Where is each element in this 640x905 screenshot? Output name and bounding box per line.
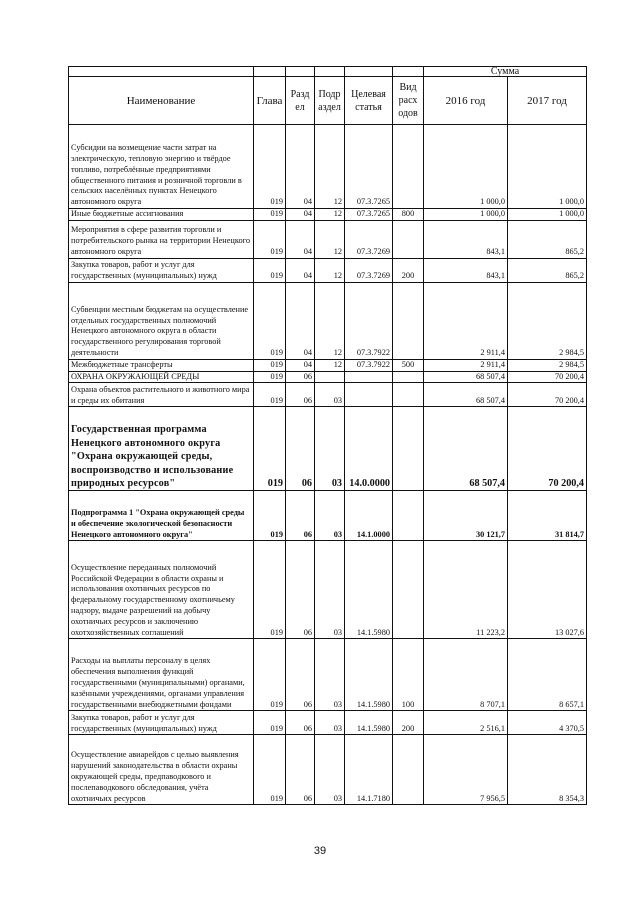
row-podrazdel: 03 xyxy=(315,491,345,541)
header-blank xyxy=(69,67,254,77)
row-name: Осуществление переданных полномочий Российской Федерации в области охраны и использования охотничьих ресурсов по федеральному государственному охотничьему надзору, выдаче разрешений на добычу охотничьих ресурсов и заключению охотхозяйственных соглашений xyxy=(69,541,254,639)
row-vid: 200 xyxy=(393,711,424,735)
row-vid xyxy=(393,541,424,639)
table-row xyxy=(69,383,587,407)
row-2016: 1 000,0 xyxy=(424,125,508,209)
row-vid xyxy=(393,371,424,383)
row-celevaya: 14.1.5980 xyxy=(345,711,393,735)
row-glava: 019 xyxy=(254,735,286,805)
budget-table xyxy=(68,66,587,805)
header-2016: 2016 год xyxy=(424,77,508,125)
row-celevaya: 14.1.7180 xyxy=(345,735,393,805)
row-2016: 68 507,4 xyxy=(424,371,508,383)
row-name: Подпрограмма 1 "Охрана окружающей среды и обеспечение экологической безопасности Ненецкого автономного округа" xyxy=(69,491,254,541)
row-2017: 13 027,6 xyxy=(508,541,587,639)
row-podrazdel: 12 xyxy=(315,220,345,258)
row-name: Субсидии на возмещение части затрат на электрическую, тепловую энергию и твёрдое топливо, потреблённые предприятиями общественного питания и розничной торговли в сельских населённых пунктах Ненецкого автономного округа xyxy=(69,125,254,209)
row-2016: 8 707,1 xyxy=(424,639,508,711)
row-vid xyxy=(393,220,424,258)
row-razdel: 06 xyxy=(286,639,315,711)
row-glava: 019 xyxy=(254,383,286,407)
row-vid xyxy=(393,125,424,209)
row-celevaya: 07.3.7265 xyxy=(345,209,393,221)
row-name: Субвенции местным бюджетам на осуществление отдельных государственных полномочий Ненецкого автономного округа в области государственного регулирования торговой деятельности xyxy=(69,282,254,359)
header-2017: 2017 год xyxy=(508,77,587,125)
row-glava: 019 xyxy=(254,258,286,282)
table-row xyxy=(69,491,587,541)
table-row xyxy=(69,282,587,359)
row-2016: 7 956,5 xyxy=(424,735,508,805)
table-row xyxy=(69,371,587,383)
row-celevaya: 07.3.7922 xyxy=(345,359,393,371)
row-2016: 843,1 xyxy=(424,220,508,258)
row-name: Закупка товаров, работ и услуг для государственных (муниципальных) нужд xyxy=(69,711,254,735)
row-podrazdel xyxy=(315,371,345,383)
header-vid: Вид расх одов xyxy=(393,77,424,125)
row-vid: 500 xyxy=(393,359,424,371)
header-glava: Глава xyxy=(254,77,286,125)
row-podrazdel: 12 xyxy=(315,282,345,359)
row-2016: 68 507,4 xyxy=(424,407,508,491)
row-podrazdel: 12 xyxy=(315,209,345,221)
row-name: Закупка товаров, работ и услуг для государственных (муниципальных) нужд xyxy=(69,258,254,282)
table-row xyxy=(69,220,587,258)
row-name: Государственная программа Ненецкого автономного округа "Охрана окружающей среды, воспроизводство и использование природных ресурсов" xyxy=(69,407,254,491)
row-celevaya xyxy=(345,383,393,407)
row-2017: 70 200,4 xyxy=(508,407,587,491)
table-row xyxy=(69,711,587,735)
row-glava: 019 xyxy=(254,407,286,491)
header-blank xyxy=(315,67,345,77)
row-2017: 4 370,5 xyxy=(508,711,587,735)
row-razdel: 06 xyxy=(286,407,315,491)
row-2016: 30 121,7 xyxy=(424,491,508,541)
row-razdel: 06 xyxy=(286,541,315,639)
row-glava: 019 xyxy=(254,639,286,711)
row-razdel: 04 xyxy=(286,125,315,209)
header-blank xyxy=(254,67,286,77)
row-name: Иные бюджетные ассигнования xyxy=(69,209,254,221)
row-2016: 1 000,0 xyxy=(424,209,508,221)
row-vid xyxy=(393,491,424,541)
row-razdel: 04 xyxy=(286,220,315,258)
row-glava: 019 xyxy=(254,220,286,258)
row-podrazdel: 03 xyxy=(315,541,345,639)
row-razdel: 04 xyxy=(286,209,315,221)
row-razdel: 06 xyxy=(286,735,315,805)
row-podrazdel: 03 xyxy=(315,407,345,491)
page-number: 39 xyxy=(313,845,327,857)
header-razdel: Разд ел xyxy=(286,77,315,125)
row-podrazdel: 03 xyxy=(315,639,345,711)
row-celevaya: 14.1.5980 xyxy=(345,541,393,639)
row-2017: 1 000,0 xyxy=(508,125,587,209)
row-vid: 100 xyxy=(393,639,424,711)
row-2017: 8 657,1 xyxy=(508,639,587,711)
row-celevaya: 14.1.0000 xyxy=(345,491,393,541)
row-vid xyxy=(393,407,424,491)
row-razdel: 06 xyxy=(286,371,315,383)
row-2016: 843,1 xyxy=(424,258,508,282)
row-glava: 019 xyxy=(254,125,286,209)
row-name: Расходы на выплаты персоналу в целях обеспечения выполнения функций государственными (муниципальными) органами, казёнными учреждениями, органами управления государственными внебюджетными фондами xyxy=(69,639,254,711)
row-2017: 8 354,3 xyxy=(508,735,587,805)
row-2016: 11 223,2 xyxy=(424,541,508,639)
row-name: Охрана объектов растительного и животного мира и среды их обитания xyxy=(69,383,254,407)
table-row xyxy=(69,209,587,221)
row-celevaya: 07.3.7269 xyxy=(345,258,393,282)
header-podrazdel: Подр аздел xyxy=(315,77,345,125)
row-podrazdel: 12 xyxy=(315,359,345,371)
header-blank xyxy=(393,67,424,77)
table-row xyxy=(69,125,587,209)
row-name: Межбюджетные трансферты xyxy=(69,359,254,371)
row-vid xyxy=(393,282,424,359)
row-celevaya: 07.3.7265 xyxy=(345,125,393,209)
row-razdel: 04 xyxy=(286,282,315,359)
table-row xyxy=(69,735,587,805)
row-2017: 70 200,4 xyxy=(508,371,587,383)
row-glava: 019 xyxy=(254,209,286,221)
row-podrazdel: 03 xyxy=(315,735,345,805)
table-row xyxy=(69,407,587,491)
row-2016: 2 516,1 xyxy=(424,711,508,735)
row-2017: 2 984,5 xyxy=(508,359,587,371)
row-razdel: 04 xyxy=(286,258,315,282)
table-row xyxy=(69,258,587,282)
row-podrazdel: 03 xyxy=(315,383,345,407)
header-blank xyxy=(345,67,393,77)
row-2017: 1 000,0 xyxy=(508,209,587,221)
row-razdel: 06 xyxy=(286,711,315,735)
row-glava: 019 xyxy=(254,359,286,371)
table-row xyxy=(69,359,587,371)
row-2017: 2 984,5 xyxy=(508,282,587,359)
row-razdel: 06 xyxy=(286,383,315,407)
row-vid xyxy=(393,735,424,805)
row-podrazdel: 12 xyxy=(315,258,345,282)
header-celevaya: Целевая статья xyxy=(345,77,393,125)
row-vid: 800 xyxy=(393,209,424,221)
row-2017: 70 200,4 xyxy=(508,383,587,407)
row-podrazdel: 12 xyxy=(315,125,345,209)
row-2017: 865,2 xyxy=(508,258,587,282)
table-row xyxy=(69,541,587,639)
row-glava: 019 xyxy=(254,541,286,639)
row-celevaya: 07.3.7922 xyxy=(345,282,393,359)
row-podrazdel: 03 xyxy=(315,711,345,735)
header-blank xyxy=(286,67,315,77)
header-naimenovanie: Наименование xyxy=(69,77,254,125)
row-celevaya xyxy=(345,371,393,383)
row-name: Осуществление авиарейдов с целью выявления нарушений законодательства в области охраны окружающей среды, предпаводкового и послепаводкового обследования, учёта охотничьих ресурсов xyxy=(69,735,254,805)
row-2017: 865,2 xyxy=(508,220,587,258)
row-2017: 31 814,7 xyxy=(508,491,587,541)
row-glava: 019 xyxy=(254,371,286,383)
row-glava: 019 xyxy=(254,491,286,541)
table-row xyxy=(69,639,587,711)
row-vid: 200 xyxy=(393,258,424,282)
row-name: Мероприятия в сфере развития торговли и потребительского рынка на территории Ненецкого автономного округа xyxy=(69,220,254,258)
row-2016: 2 911,4 xyxy=(424,282,508,359)
row-vid xyxy=(393,383,424,407)
row-glava: 019 xyxy=(254,711,286,735)
row-razdel: 06 xyxy=(286,491,315,541)
row-razdel: 04 xyxy=(286,359,315,371)
row-2016: 68 507,4 xyxy=(424,383,508,407)
row-name: ОХРАНА ОКРУЖАЮЩЕЙ СРЕДЫ xyxy=(69,371,254,383)
row-celevaya: 14.1.5980 xyxy=(345,639,393,711)
row-2016: 2 911,4 xyxy=(424,359,508,371)
row-glava: 019 xyxy=(254,282,286,359)
row-celevaya: 14.0.0000 xyxy=(345,407,393,491)
row-celevaya: 07.3.7269 xyxy=(345,220,393,258)
header-summa: Сумма xyxy=(424,67,587,77)
